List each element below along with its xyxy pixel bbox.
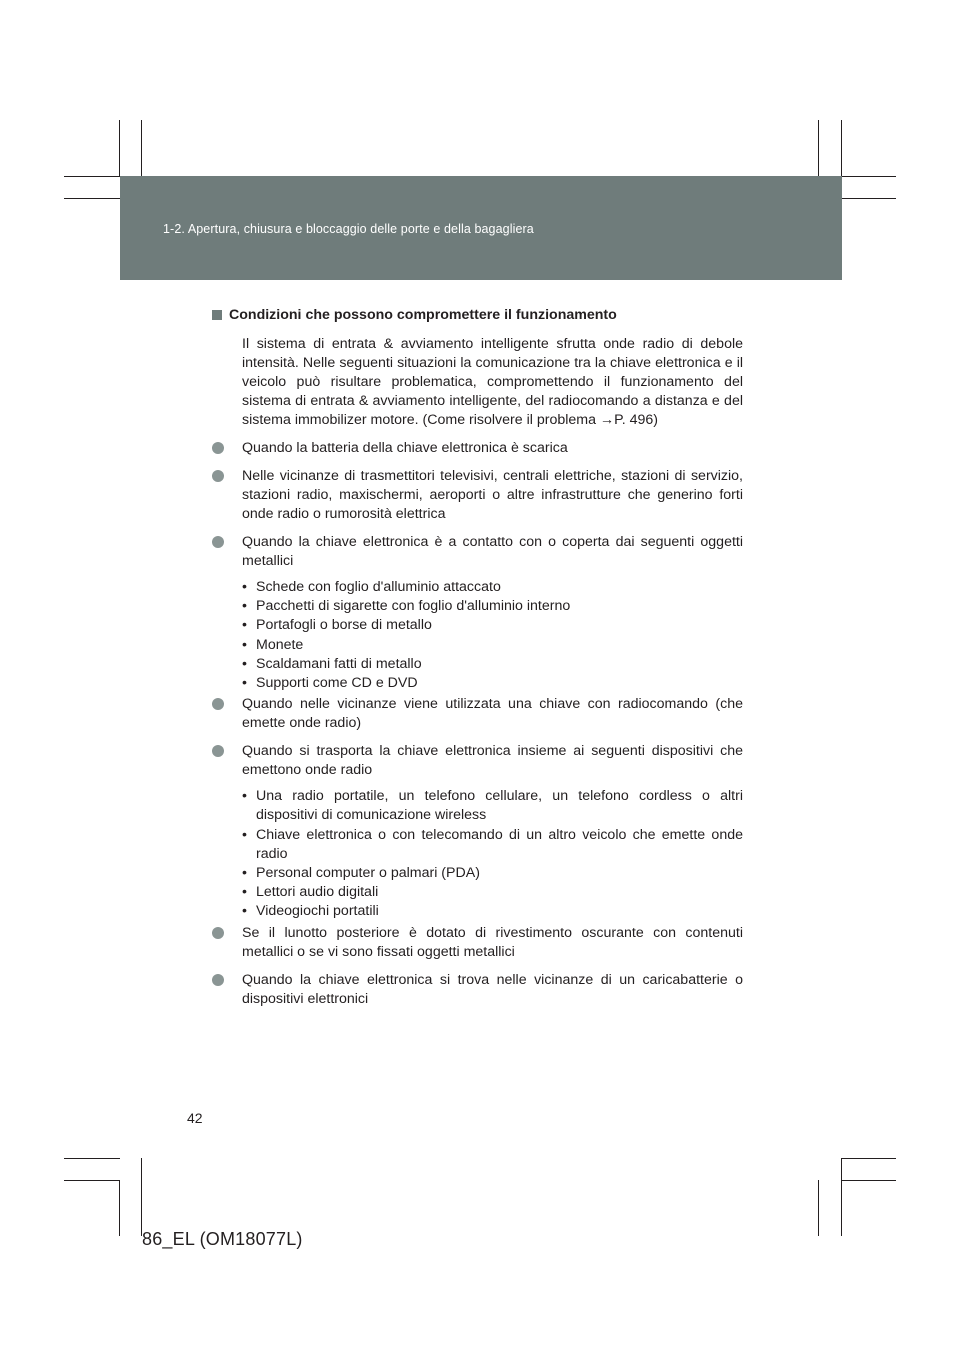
crop-mark	[842, 1158, 896, 1159]
page-number: 42	[187, 1110, 203, 1126]
subsection-heading	[212, 306, 743, 325]
sub-bullet-icon: •	[242, 598, 247, 615]
crop-mark	[119, 120, 120, 176]
sub-list	[212, 787, 743, 921]
sub-list-item	[212, 578, 743, 597]
main-content	[212, 306, 743, 1018]
circle-bullet-icon	[212, 698, 224, 710]
crop-mark	[141, 1158, 142, 1236]
list-item-text: Quando nelle vicinanze viene utilizzata una chiave con radiocomando (che emette onde radio)	[242, 696, 743, 732]
sub-bullet-icon: •	[242, 903, 247, 920]
list-item	[212, 439, 743, 458]
crop-mark	[64, 1180, 120, 1181]
sub-list-item-text: Schede con foglio d'alluminio attaccato	[256, 579, 501, 595]
square-bullet-icon	[212, 310, 222, 320]
sub-list-item	[212, 902, 743, 921]
crop-mark	[64, 198, 120, 199]
sub-list-item-text: Lettori audio digitali	[256, 884, 379, 901]
sub-bullet-icon: •	[242, 675, 247, 692]
circle-bullet-icon	[212, 470, 224, 482]
sub-bullet-icon: •	[242, 788, 247, 805]
circle-bullet-icon	[212, 974, 224, 986]
crop-mark	[64, 176, 120, 177]
sub-bullet-icon: •	[242, 636, 247, 653]
subsection-heading-text: Condizioni che possono compromettere il funzionamento	[229, 307, 617, 323]
circle-bullet-icon	[212, 927, 224, 939]
list-item	[212, 742, 743, 780]
circle-bullet-icon	[212, 442, 224, 454]
crop-mark	[841, 120, 842, 176]
sub-bullet-icon: •	[242, 865, 247, 882]
sub-list-item-text: Una radio portatile, un telefono cellulare, un telefono cordless o altri dispositivi di comunicazione wireless	[256, 788, 743, 824]
sub-bullet-icon: •	[242, 579, 247, 595]
sub-list-item-text: Monete	[256, 636, 304, 653]
crop-mark	[64, 1158, 120, 1159]
sub-list-item-text: Supporti come CD e DVD	[256, 675, 418, 692]
crop-mark	[842, 198, 896, 199]
sub-list-item	[212, 655, 743, 674]
crop-mark	[841, 1158, 842, 1236]
sub-list-item-text: Videogiochi portatili	[256, 903, 379, 920]
sub-list-item-text: Scaldamani fatti di metallo	[256, 655, 422, 672]
sub-list-item	[212, 597, 743, 616]
crop-mark	[818, 1180, 819, 1236]
sub-list-item-text: Portafogli o borse di metallo	[256, 617, 432, 634]
section-title: 1-2. Apertura, chiusura e bloccaggio delle porte e della bagagliera	[163, 222, 534, 236]
list-item-text: Nelle vicinanze di trasmettitori televisivi, centrali elettriche, stazioni di servizio, stazioni radio, maxischermi, aeroporti o altre infrastrutture che generino forti onde radio o rumorosità elettrica	[242, 468, 743, 522]
list-item-text: Se il lunotto posteriore è dotato di rivestimento oscurante con contenuti metallici o se vi sono fissati oggetti metallici	[242, 924, 743, 960]
intro-paragraph: Il sistema di entrata & avviamento intelligente sfrutta onde radio di debole intensità. Nelle seguenti situazioni la comunicazione tra la chiave elettronica e il veicolo può risultare problematica, compromettendo il funzionamento del sistema di entrata & avviamento intelligente, del radiocomando a distanza e del sistema immobilizer motore. (Come risolvere il problema →P. 496)	[242, 336, 743, 428]
circle-bullet-icon	[212, 745, 224, 757]
list-item-text: Quando la batteria della chiave elettronica è scarica	[242, 440, 568, 456]
circle-bullet-icon	[212, 536, 224, 548]
list-item-text: Quando la chiave elettronica si trova nelle vicinanze di un caricabatterie o dispositivi elettronici	[242, 971, 743, 1007]
sub-list-item	[212, 864, 743, 883]
sub-bullet-icon: •	[242, 826, 247, 843]
list-item-text: Quando si trasporta la chiave elettronica insieme ai seguenti dispositivi che emettono onde radio	[242, 743, 743, 779]
sub-list-item-text: Pacchetti di sigarette con foglio d'alluminio interno	[256, 598, 571, 615]
sub-bullet-icon: •	[242, 655, 247, 672]
list-item	[212, 467, 743, 524]
sub-list-item	[212, 787, 743, 825]
crop-mark	[119, 1180, 120, 1236]
crop-mark	[842, 176, 896, 177]
list-item	[212, 924, 743, 962]
sub-bullet-icon: •	[242, 884, 247, 901]
sub-list-item	[212, 883, 743, 902]
sub-list-item	[212, 636, 743, 655]
crop-mark	[141, 120, 142, 176]
sub-list-item-text: Personal computer o palmari (PDA)	[256, 865, 480, 882]
crop-mark	[842, 1180, 896, 1181]
list-item	[212, 695, 743, 733]
list-item	[212, 533, 743, 571]
crop-mark	[818, 120, 819, 176]
list-item	[212, 971, 743, 1009]
sub-bullet-icon: •	[242, 617, 247, 634]
sub-list-item	[212, 826, 743, 864]
document-code: 86_EL (OM18077L)	[142, 1229, 303, 1249]
sub-list-item	[212, 674, 743, 693]
sub-list-item-text: Chiave elettronica o con telecomando di un altro veicolo che emette onde radio	[256, 826, 743, 862]
sub-list	[212, 578, 743, 693]
list-item-text: Quando la chiave elettronica è a contatto con o coperta dai seguenti oggetti metallici	[242, 534, 743, 569]
sub-list-item	[212, 616, 743, 635]
